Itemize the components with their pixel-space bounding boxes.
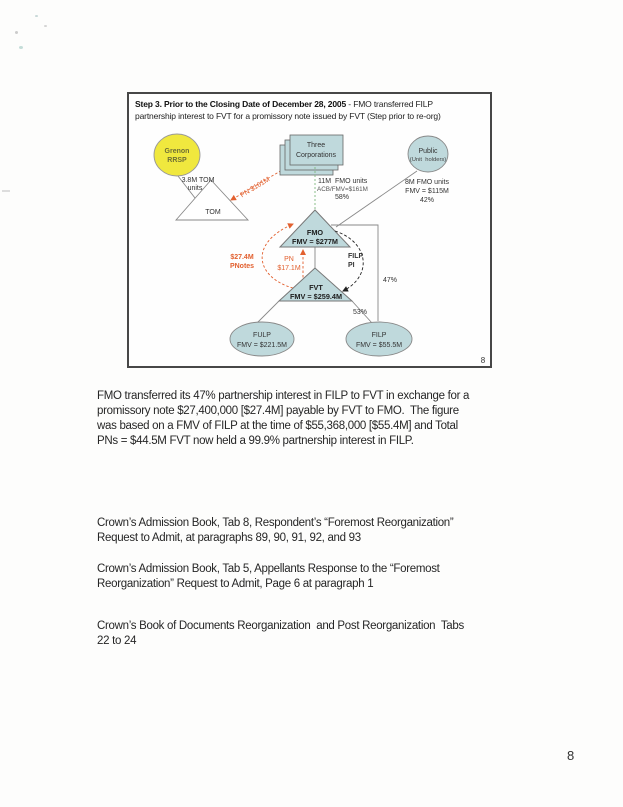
- body-paragraph-1: [97, 389, 469, 449]
- paragraph-line: was based on a FMV of FILP at the time of $55,368,000 [$55.4M] and Total: [97, 420, 458, 432]
- three-corps-label-2: Corporations: [295, 152, 337, 159]
- scan-speck: [2, 190, 10, 192]
- body-paragraph-2: [97, 516, 453, 546]
- grenon-label-1: Grenon: [164, 148, 190, 155]
- public-units-label-3: 42%: [419, 197, 435, 204]
- paragraph-line: Request to Admit, at paragraphs 89, 90, 91, 92, and 93: [97, 532, 361, 544]
- three-corps-label-1: Three: [306, 142, 326, 149]
- pct-47-label: 47%: [383, 277, 398, 284]
- grenon-rrsp-node: [154, 134, 200, 176]
- filp-name: FILP: [371, 332, 387, 339]
- reorg-diagram: [127, 92, 492, 368]
- pnotes-label-1: $27.4M: [230, 254, 254, 261]
- diagram-title-bold: Step 3. Prior to the Closing Date of December 28, 2005: [135, 99, 347, 109]
- fmo-name: FMO: [306, 228, 324, 237]
- paragraph-line: promissory note $27,400,000 [$27.4M] payable by FVT to FMO. The figure: [97, 405, 459, 417]
- public-label-1: Public: [418, 148, 438, 155]
- paragraph-line: PNs = $44.5M FVT now held a 99.9% partnership interest in FILP.: [97, 435, 414, 447]
- filp-node: [346, 322, 412, 356]
- body-paragraph-4: [97, 619, 464, 649]
- fvt-value: FMV = $259.4M: [289, 292, 343, 301]
- three-corporations-node: [280, 135, 343, 175]
- pct-53-label: 53%: [353, 309, 368, 316]
- fvt-name: FVT: [309, 283, 323, 292]
- fmo-units-label-1: 11M FMO units: [318, 178, 368, 185]
- diagram-title-line2: partnership interest to FVT for a promissory note issued by FVT (Step prior to re-org): [135, 111, 441, 121]
- tom-units-label-1: 3.8M TOM: [181, 177, 215, 184]
- scan-speck: [35, 15, 38, 17]
- public-label-2: (Unit holders): [409, 157, 447, 163]
- fulp-node: [230, 322, 294, 356]
- fmo-units-label-2: ACB/FMV=$161M: [317, 186, 368, 193]
- edge-fvt-fulp: [257, 301, 279, 323]
- pnotes-label-2: PNotes: [229, 263, 255, 270]
- diagram-title-rest: - FMO transferred FILP: [346, 99, 433, 109]
- filp-pi-label-2: PI: [348, 262, 355, 269]
- filp-value: FMV = $55.5M: [355, 342, 403, 349]
- fulp-name: FULP: [253, 332, 271, 339]
- paragraph-line: Crown’s Admission Book, Tab 8, Respondent’s “Foremost Reorganization”: [97, 517, 454, 529]
- paragraph-line: FMO transferred its 47% partnership interest in FILP to FVT in exchange for a: [97, 390, 470, 402]
- paragraph-line: 22 to 24: [97, 635, 137, 647]
- filp-pi-label-1: FILP: [348, 253, 364, 260]
- pn-17m-label-1: PN: [284, 256, 294, 263]
- tom-units-label-2: units: [187, 185, 203, 192]
- fmo-value: FMV = $277M: [291, 237, 339, 246]
- fmo-units-label-3: 58%: [335, 194, 350, 201]
- scan-speck: [44, 25, 47, 27]
- public-units-label-2: FMV = $115M: [405, 188, 449, 195]
- tom-label: TOM: [205, 209, 221, 216]
- scan-speck: [19, 46, 23, 49]
- fulp-value: FMV = $221.5M: [237, 342, 287, 349]
- pn-17m-label-2: $17.1M: [277, 265, 301, 272]
- pn-161m-label: PN $161M: [239, 176, 272, 200]
- grenon-label-2: RRSP: [167, 157, 187, 164]
- paragraph-line: Crown’s Admission Book, Tab 5, Appellants Response to the “Foremost: [97, 563, 440, 575]
- body-paragraph-3: [97, 562, 440, 592]
- paragraph-line: Reorganization” Request to Admit, Page 6 at paragraph 1: [97, 578, 374, 590]
- scan-speck: [15, 31, 18, 34]
- slide-number: 8: [480, 356, 486, 365]
- paragraph-line: Crown’s Book of Documents Reorganization and Post Reorganization Tabs: [97, 620, 464, 632]
- public-units-label-1: 8M FMO units: [405, 179, 449, 186]
- page-number: 8: [567, 748, 575, 763]
